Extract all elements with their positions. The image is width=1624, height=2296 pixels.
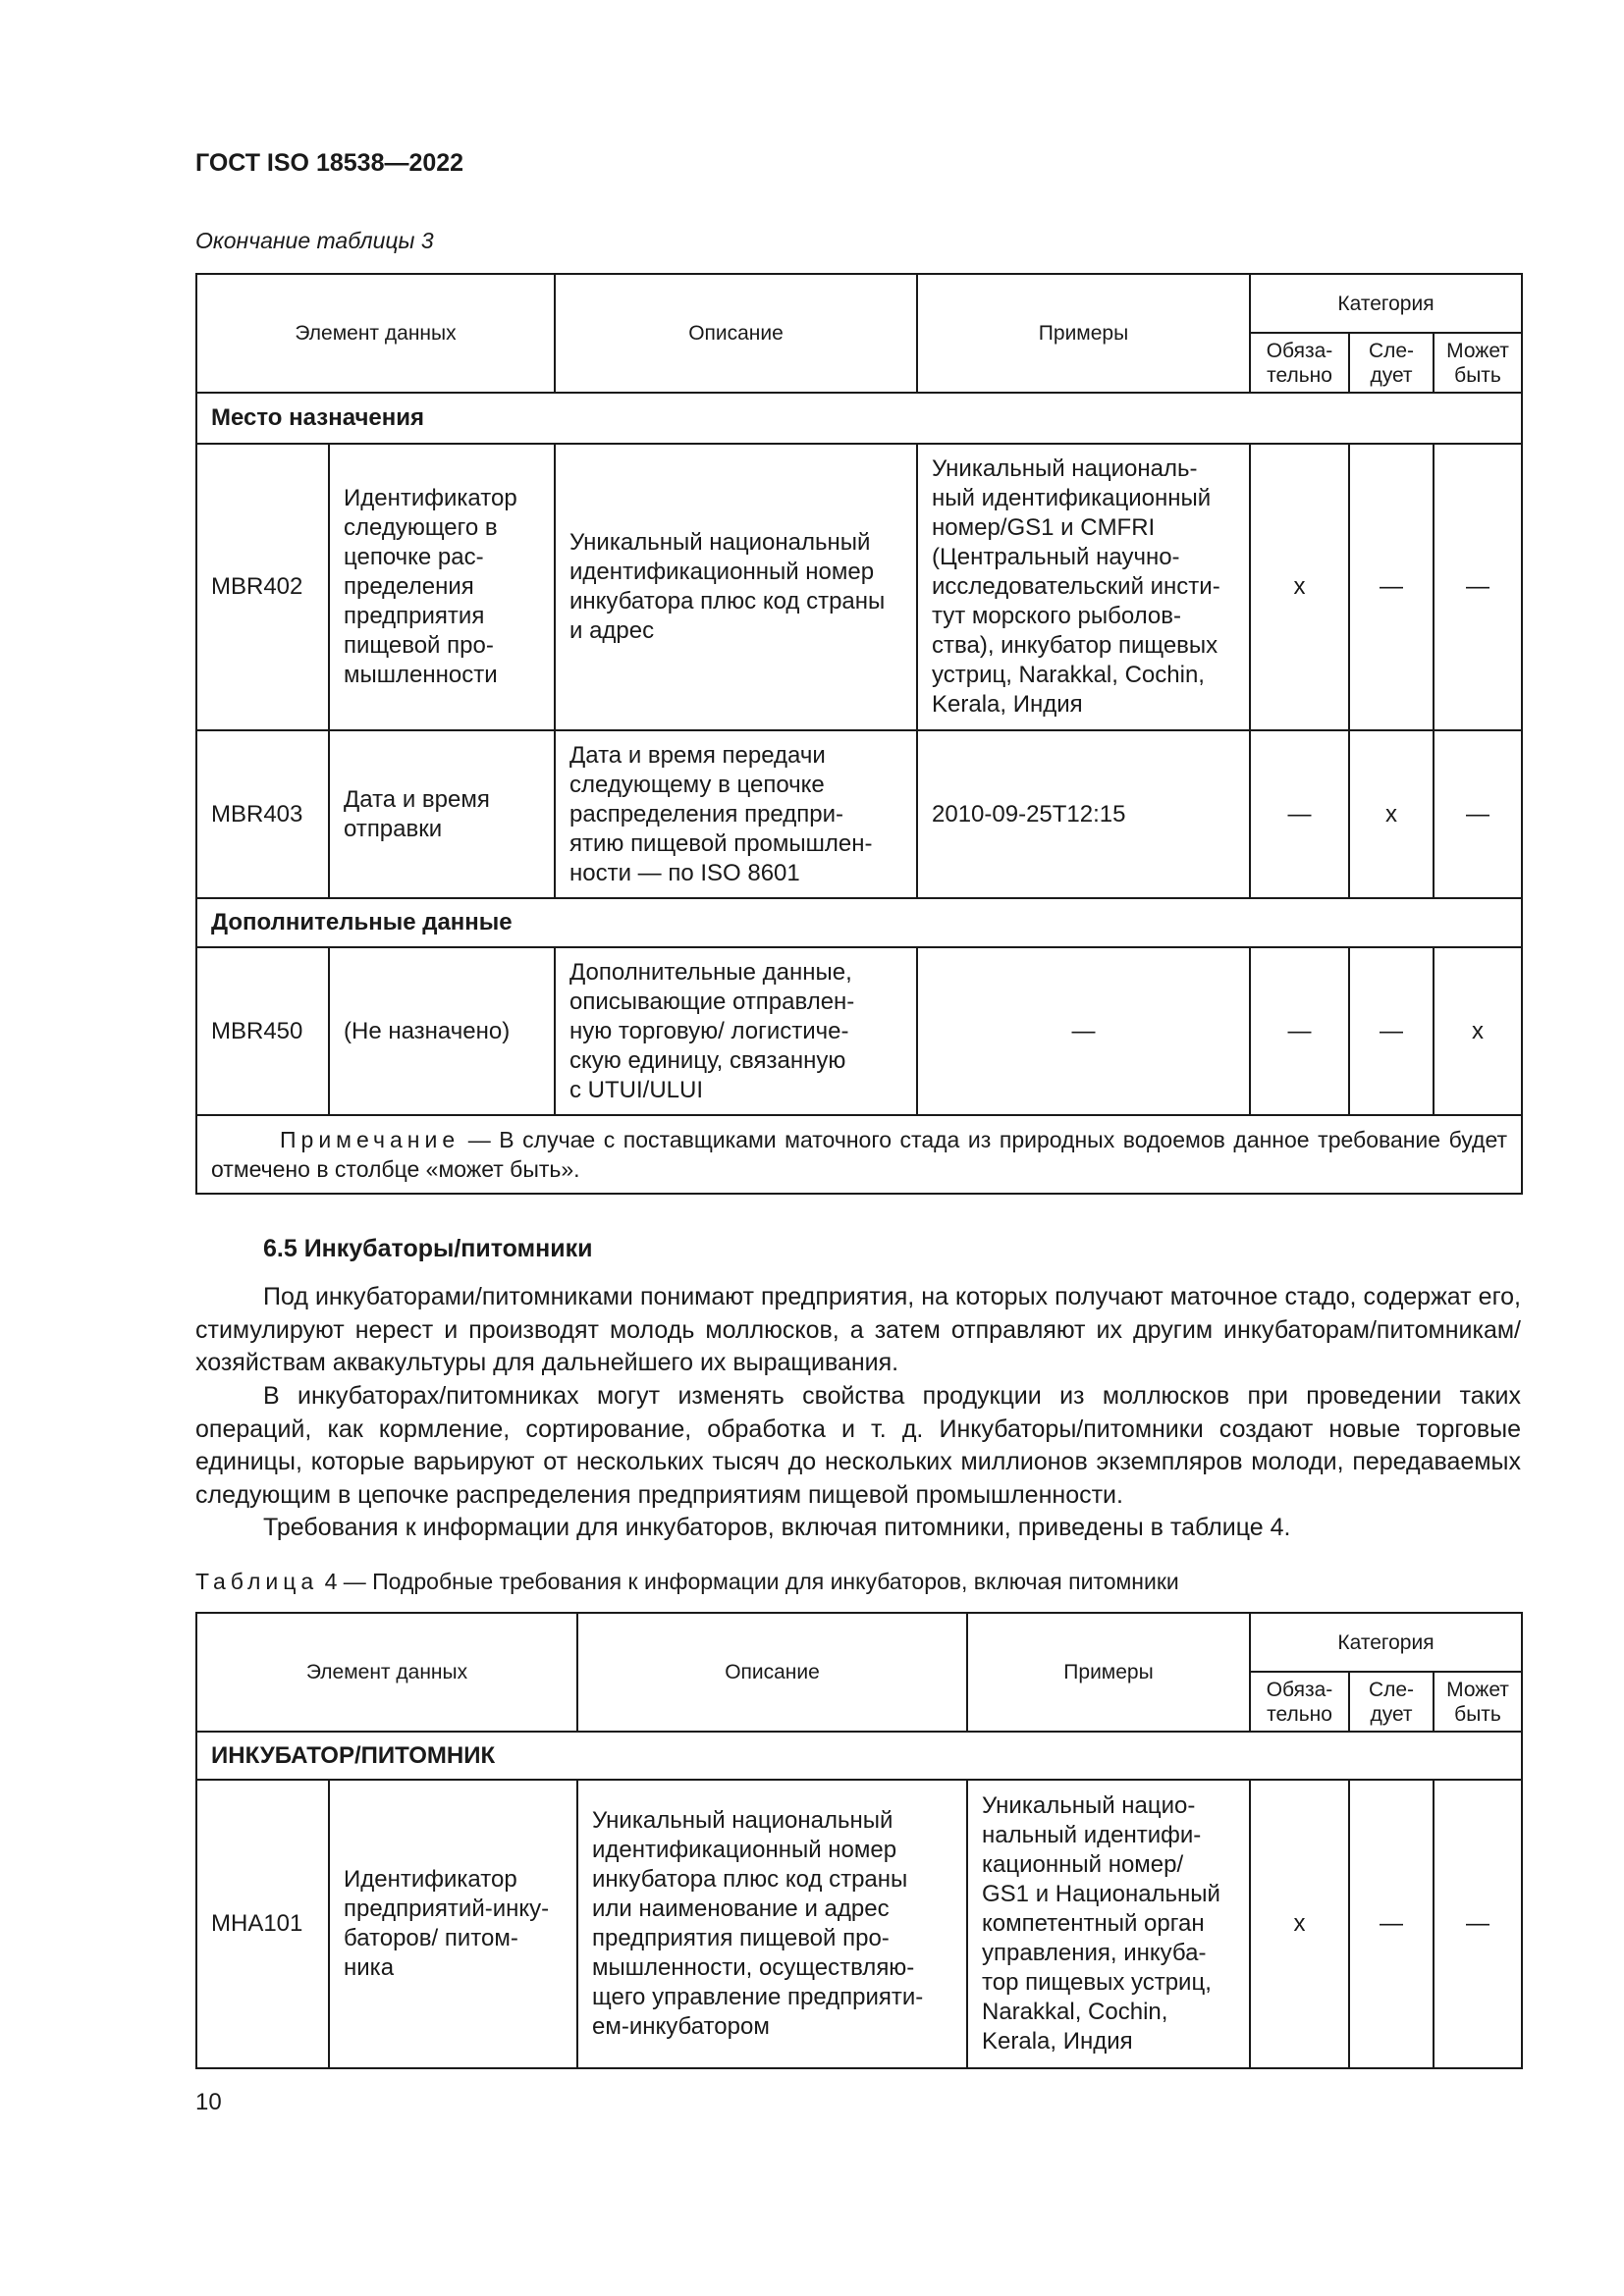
header-description: Описание [555,274,917,393]
header-may: Может быть [1434,1672,1522,1732]
table-3 [195,273,1523,1195]
header-mandatory: Обяза- тельно [1250,1672,1349,1732]
header-category: Категория [1250,1613,1522,1672]
table-row [196,947,1522,1115]
cell-mandatory: x [1250,1780,1349,2068]
cell-should: — [1349,947,1434,1115]
header-category: Категория [1250,274,1522,333]
section-title: Место назначения [196,393,1522,444]
header-examples: Примеры [967,1613,1250,1732]
cell-examples: 2010-09-25T12:15 [917,730,1250,898]
cell-description: Дата и время передачи следующему в цепочке распределения предпри- ятию пищевой промышлен- ности — по ISO 8601 [555,730,917,898]
caption-text: 4 — Подробные требования к информации для инкубаторов, включая питомники [318,1569,1179,1594]
note-text: — В случае с поставщиками маточного стада из природных водоемов данное требование будет отмечено в столбце «может быть». [211,1127,1508,1182]
header-element: Элемент данных [196,274,555,393]
paragraph: В инкубаторах/питомниках могут изменять свойства продукции из моллюсков при проведении таких операций, как кормление, сортирование, обработка и т. д. Инкубаторы/питомники создают новые торговые единицы, которые варьируют от нескольких тысяч до нескольких миллионов экземпляров молоди, передаваемых следующим в цепочке распределения предприятиям пищевой промышленности. [195,1382,1521,1509]
table-4 [195,1612,1523,2069]
header-examples: Примеры [917,274,1250,393]
header-mandatory: Обяза- тельно [1250,333,1349,393]
table-note [196,1115,1522,1194]
paragraph: Требования к информации для инкубаторов, включая питомники, приведены в таблице 4. [263,1514,1291,1541]
cell-should: — [1349,1780,1434,2068]
caption-label: Таблица [195,1569,319,1594]
header-should: Сле- дует [1349,1672,1434,1732]
table-4-caption [195,1569,1179,1595]
cell-code: MBR403 [196,730,329,898]
cell-description: Дополнительные данные, описывающие отправлен- ную торговую/ логистиче- скую единицу, связанную с UTUI/ULUI [555,947,917,1115]
table-continuation-caption: Окончание таблицы 3 [195,228,434,253]
cell-may: x [1434,947,1522,1115]
cell-may: — [1434,730,1522,898]
cell-mandatory: — [1250,947,1349,1115]
cell-code: MBR450 [196,947,329,1115]
document-header: ГОСТ ISO 18538—2022 [195,149,464,177]
cell-may: — [1434,1780,1522,2068]
cell-element: (Не назначено) [329,947,555,1115]
cell-examples: Уникальный нацио- нальный идентифи- кационный номер/ GS1 и Национальный компетентный орган управления, инкуба- тор пищевых устриц, Narakkal, Cochin, Kerala, Индия [967,1780,1250,2068]
cell-should: — [1349,444,1434,730]
section-title: ИНКУБАТОР/ПИТОМНИК [196,1732,1522,1780]
cell-may: — [1434,444,1522,730]
cell-should: x [1349,730,1434,898]
cell-code: MBR402 [196,444,329,730]
cell-element: Идентификатор следующего в цепочке рас- пределения предприятия пищевой про- мышленности [329,444,555,730]
cell-description: Уникальный национальный идентификационный номер инкубатора плюс код страны или наименование и адрес предприятия пищевой про- мышленности, осуществляю- щего управление предприяти- ем-инкубатором [577,1780,967,2068]
table-row [196,444,1522,730]
cell-description: Уникальный национальный идентификационный номер инкубатора плюс код страны и адрес [555,444,917,730]
paragraph: Под инкубаторами/питомниками понимают предприятия, на которых получают маточное стадо, содержат его, стимулируют нерест и производят молодь моллюсков, а затем отправляют их другим инкубаторам/питомникам/хозяйствам аквакультуры для дальнейшего их выращивания. [195,1283,1521,1376]
header-description: Описание [577,1613,967,1732]
page-number: 10 [195,2089,222,2115]
section-title: Дополнительные данные [196,898,1522,947]
cell-element: Идентификатор предприятий-инку- баторов/ питом- ника [329,1780,577,2068]
cell-examples: Уникальный националь- ный идентификационный номер/GS1 и CMFRI (Центральный научно- исследовательский инсти- тут морского рыболов- ства), инкубатор пищевых устриц, Narakkal, Cochin, Kerala, Индия [917,444,1250,730]
table-row [196,730,1522,898]
header-element: Элемент данных [196,1613,577,1732]
header-may: Может быть [1434,333,1522,393]
cell-code: MHA101 [196,1780,329,2068]
cell-element: Дата и время отправки [329,730,555,898]
table-row [196,1780,1522,2068]
header-should: Сле- дует [1349,333,1434,393]
cell-mandatory: x [1250,444,1349,730]
cell-examples: — [917,947,1250,1115]
cell-mandatory: — [1250,730,1349,898]
section-heading: 6.5 Инкубаторы/питомники [263,1235,593,1262]
note-label: Примечание [280,1127,460,1152]
